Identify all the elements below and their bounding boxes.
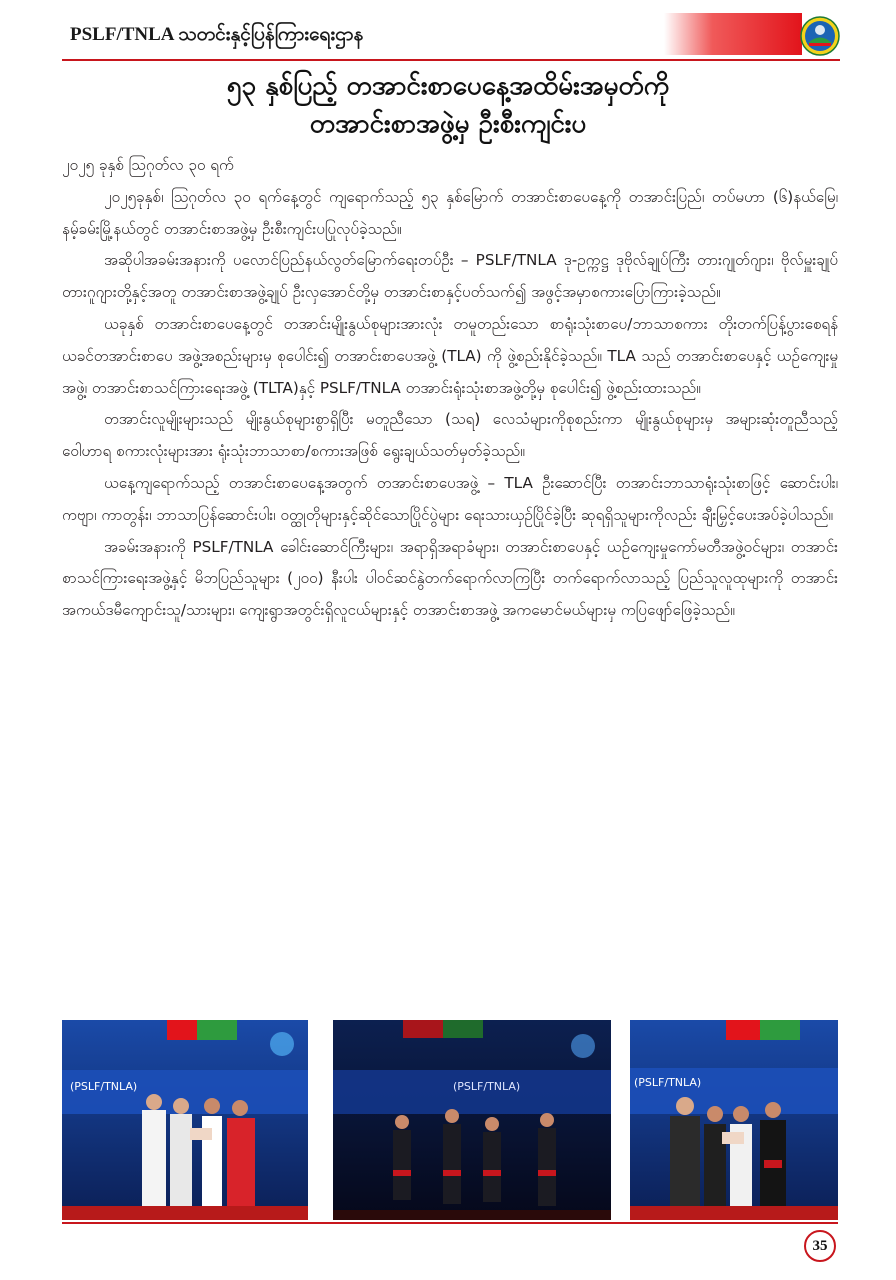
article-title-line-2: တအာင်းစာအဖွဲ့မှ ဦးစီးကျင်းပ: [309, 109, 587, 139]
article-title-line-1: ၅၃ နှစ်ပြည့် တအာင်းစာပေနေ့အထိမ်းအမှတ်ကို: [226, 71, 670, 101]
header-title: PSLF/TNLA သတင်းနှင့်ပြန်ကြားရေးဌာန: [70, 24, 364, 45]
event-photo-dance: [333, 1020, 611, 1220]
stage-banner-text: (PSLF/TNLA): [634, 1076, 702, 1089]
article-paragraph-1: ၂၀၂၅ခုနှစ်၊ ဩဂုတ်လ ၃၀ ရက်နေ့တွင် ကျရောက်သည့် ၅၃ နှစ်မြောက် တအာင်းစာပေနေ့ကို တအာင်းပြည်၊ တပ်မဟာ (၆)နယ်မြေ၊ နမ့်ခမ်းမြို့နယ်တွင် တအာင်းစာအဖွဲ့မှ ဦးစီးကျင်းပပြုလုပ်ခဲ့သည်။: [62, 187, 838, 238]
article-paragraph-3: ယခုနှစ် တအာင်းစာပေနေ့တွင် တအာင်းမျိုးနွယ်စုများအားလုံး တမူတည်းသော စာရုံးသုံးစာပေ/ဘာသာစကား တိုးတက်ပြန့်ပွားစေရန် ယခင်တအာင်းစာပေ အဖွဲ့အစည်းများမှ စုပေါင်း၍ တအာင်းစာပေအဖွဲ့ (TLA) ကို ဖွဲ့စည်းနိုင်ခဲ့သည်။ TLA သည် တအာင်းစာပေနှင့် ယဉ်ကျေးမှုအဖွဲ့၊ တအာင်းစာသင်ကြားရေးအဖွဲ့ (TLTA)နှင့် PSLF/TNLA တအာင်းရုံးသုံးစာအဖွဲ့တို့မှ စုပေါင်း၍ ဖွဲ့စည်းထားသည်။: [62, 314, 838, 397]
article-paragraph-5: ယနေ့ကျရောက်သည့် တအာင်းစာပေနေ့အတွက် တအာင်းစာပေအဖွဲ့ – TLA ဦးဆောင်ပြီး တအာင်းဘာသာရုံးသုံးစာဖြင့် ဆောင်းပါး၊ ကဗျာ၊ ကာတွန်း၊ ဘာသာပြန်ဆောင်းပါး၊ ဝတ္ထုတိုများနှင့်ဆိုင်သောပြိုင်ပွဲများ ရေးသားယှဉ်ပြိုင်ခဲ့ပြီး ဆုရရှိသူများကိုလည်း ချီးမြှင့်ပေးအပ်ခဲ့ပါသည်။: [62, 473, 838, 524]
header-divider: [62, 59, 840, 61]
header-red-band: [664, 13, 802, 55]
article-paragraph-4: တအာင်းလူမျိုးများသည် မျိုးနွယ်စုများစွာရှိပြီး မတူညီသော (သရ) လေသံများကိုစုစည်းကာ မျိုးနွယ်စုများမှ အများဆုံးတူညီသည့် ဝေါဟာရ စကားလုံးများအား ရုံးသုံးဘာသာစာ/စကားအဖြစ် ရွေးချယ်သတ်မှတ်ခဲ့သည်။: [62, 410, 838, 461]
stage-banner-text: (PSLF/TNLA): [70, 1080, 138, 1093]
organization-logo-icon: [800, 16, 840, 56]
footer-divider: [62, 1222, 838, 1224]
page-header: [0, 0, 896, 70]
article-paragraph-2: အဆိုပါအခမ်းအနားကို ပလောင်ပြည်နယ်လွတ်မြောက်ရေးတပ်ဦး – PSLF/TNLA ဒု-ဥက္ကဋ္ဌ ဒုဗိုလ်ချုပ်ကြီး တားဂျုတ်ဂျား၊ ဗိုလ်မှူးချုပ် တားဂူဂျားတို့နှင့်အတူ တအာင်းစာအဖွဲ့ချုပ် ဦးလှအောင်တို့မှ တအာင်းစာနှင့်ပတ်သက်၍ အဖွင့်အမှာစကားပြောကြားခဲ့သည်။: [62, 251, 838, 302]
article-paragraph-6: အခမ်းအနားကို PSLF/TNLA ခေါင်းဆောင်ကြီးများ၊ အရာရှိအရာခံများ၊ တအာင်းစာပေနှင့် ယဉ်ကျေးမှုကော်မတီအဖွဲ့ဝင်များ၊ တအာင်းစာသင်ကြားရေးအဖွဲ့နှင့် မိဘပြည်သူများ (၂၀၀) နီးပါး ပါဝင်ဆင်နွဲတက်ရောက်လာကြပြီး တက်ရောက်လာသည့် ပြည်သူလူထုများကို တအာင်းအကယ်ဒမီကျောင်းသူ/သားများ၊ ကျေးရွာအတွင်းရှိလူငယ်များနှင့် တအာင်းစာအဖွဲ့ အကမောင်မယ်များမှ ကပြဖျော်ဖြေခဲ့သည်။: [62, 537, 838, 620]
article-body: [62, 150, 838, 627]
article-date: ၂၀၂၅ ခုနှစ် ဩဂုတ်လ ၃၀ ရက်: [62, 156, 234, 174]
event-photo-award-1: [62, 1020, 308, 1220]
stage-banner-text: (PSLF/TNLA): [453, 1080, 521, 1093]
event-photo-award-2: [630, 1020, 838, 1220]
page-number: 35: [804, 1230, 836, 1262]
